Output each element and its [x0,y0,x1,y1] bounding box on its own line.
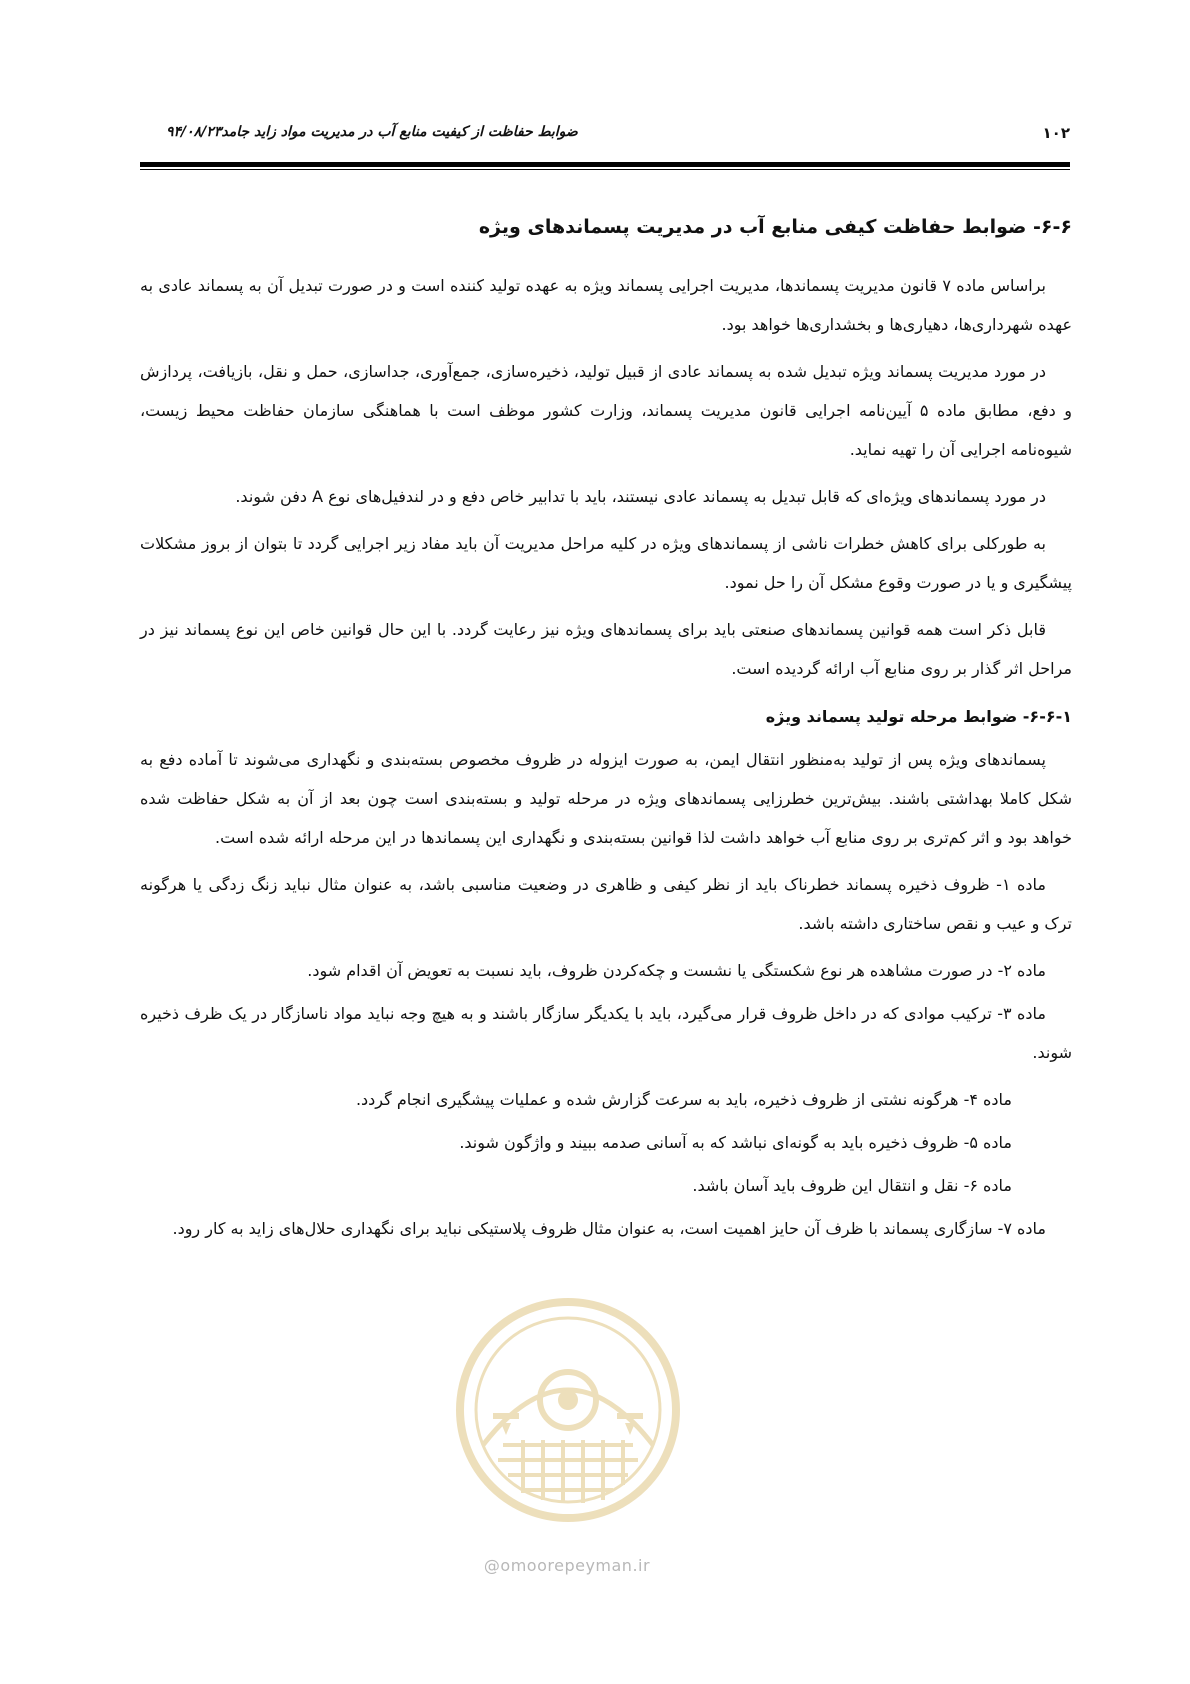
header-rule-thick [140,162,1070,167]
article-5: ماده ۵- ظروف ذخیره باید به گونه‌ای نباشد که به آسانی صدمه ببیند و واژگون شوند. [459,1133,1012,1152]
page-number: ۱۰۲ [1042,124,1070,142]
page-header [140,120,1070,150]
article-7: ماده ۷- سازگاری پسماند با ظرف آن حایز اهمیت است، به عنوان مثال ظروف پلاستیکی نباید برای نگهداری حلال‌های زاید به کار رود. [172,1219,1046,1238]
seal-watermark-icon [453,1295,683,1525]
section-paragraph-1: براساس ماده ۷ قانون مدیریت پسماندها، مدیریت اجرایی پسماند ویژه به عهده تولید کننده است و در صورت تبدیل آن به پسماند عادی به عهده شهرداری‌ها، دهیاری‌ها و بخشداری‌ها خواهد بود. [140,276,1072,334]
header-title: ضوابط حفاظت از کیفیت منابع آب در مدیریت مواد زاید جامد [221,124,578,140]
page-content [140,212,1072,1256]
article-1: ماده ۱- ظروف ذخیره پسماند خطرناک باید از نظر کیفی و ظاهری در وضعیت مناسبی باشد، به عنوان مثال نباید زنگ زدگی یا هرگونه ترک و عیب و نقص ساختاری داشته باشد. [140,875,1072,933]
subsection-heading: ۶-۶-۱- ضوابط مرحله تولید پسماند ویژه [765,707,1072,726]
section-paragraph-3: در مورد پسماندهای ویژه‌ای که قابل تبدیل به پسماند عادی نیستند، باید با تدابیر خاص دفع و در لندفیل‌های نوع A دفن شوند. [235,487,1046,506]
header-rule-thin [140,169,1070,170]
section-paragraph-5: قابل ذکر است همه قوانین پسماندهای صنعتی باید برای پسماندهای ویژه نیز رعایت گردد. با این حال قوانین خاص این نوع پسماند نیز در مراحل اثر گذار بر روی منابع آب ارائه گردیده است. [140,620,1072,678]
running-title [140,124,578,140]
article-2: ماده ۲- در صورت مشاهده هر نوع شکستگی یا نشست و چکه‌کردن ظروف، باید نسبت به تعویض آن اقدام شود. [307,961,1046,980]
header-date: ۹۴/۰۸/۲۳ [166,124,222,140]
subsection-intro: پسماندهای ویژه پس از تولید به‌منظور انتقال ایمن، به صورت ایزوله در ظروف مخصوص بسته‌بندی و نگهداری می‌شوند تا آماده دفع به شکل کاملا بهداشتی باشند. بیش‌ترین خطرزایی پسماندهای ویژه در مرحله تولید و بسته‌بندی است چون بعد از آن به شکل حفاظت شده خواهد بود و اثر کم‌تری بر روی منابع آب خواهد داشت لذا قوانین بسته‌بندی و نگهداری این پسماندها در این مرحله ارائه شده است. [140,750,1072,847]
watermark-caption: @omoorepeyman.ir [483,1556,651,1575]
article-3: ماده ۳- ترکیب موادی که در داخل ظروف قرار می‌گیرد، باید با یکدیگر سازگار باشند و به هیچ وجه نباید مواد ناسازگار در یک ظرف ذخیره شوند. [140,1004,1072,1062]
article-6: ماده ۶- نقل و انتقال این ظروف باید آسان باشد. [692,1176,1012,1195]
section-paragraph-4: به طورکلی برای کاهش خطرات ناشی از پسماندهای ویژه در کلیه مراحل مدیریت آن باید مفاد زیر اجرایی گردد تا بتوان از بروز مشکلات پیشگیری و یا در صورت وقوع مشکل آن را حل نمود. [140,534,1072,592]
article-4: ماده ۴- هرگونه نشتی از ظروف ذخیره، باید به سرعت گزارش شده و عملیات پیشگیری انجام گردد. [355,1090,1012,1109]
section-paragraph-2: در مورد مدیریت پسماند ویژه تبدیل شده به پسماند عادی از قبیل تولید، ذخیره‌سازی، جمع‌آوری، جداسازی، حمل و نقل، بازیافت، پردازش و دفع، مطابق ماده ۵ آیین‌نامه اجرایی قانون مدیریت پسماند، وزارت کشور موظف است با هماهنگی سازمان حفاظت محیط زیست، شیوه‌نامه اجرایی آن را تهیه نماید. [140,362,1073,459]
section-heading: ۶-۶- ضوابط حفاظت کیفی منابع آب در مدیریت پسماندهای ویژه [478,216,1072,238]
